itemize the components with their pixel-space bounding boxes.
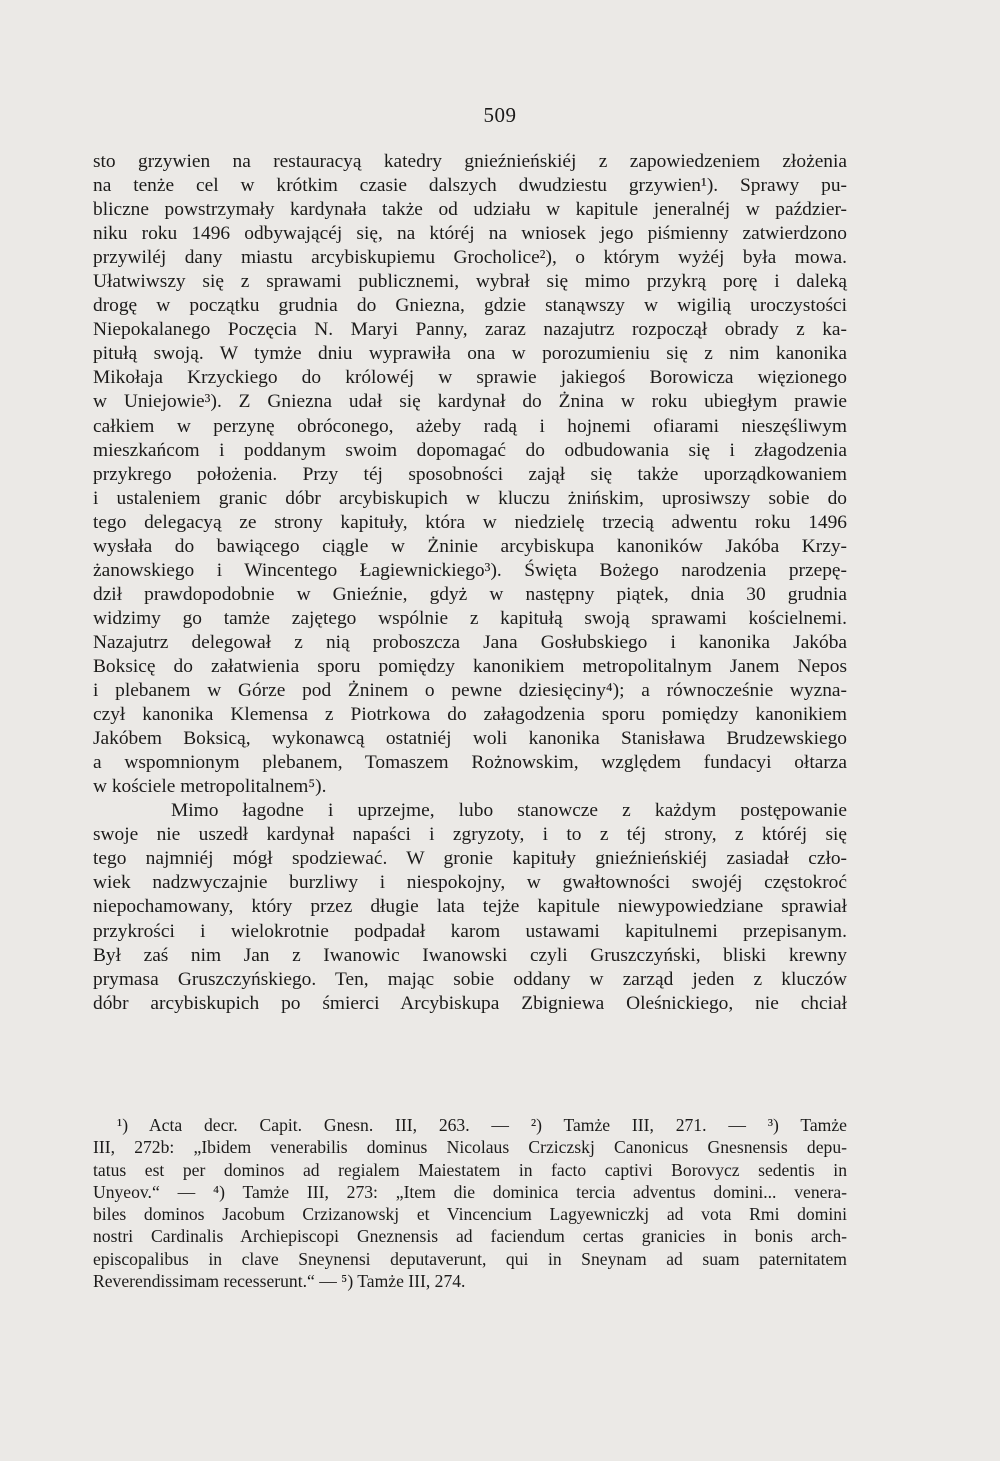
body-line: bliczne powstrzymały kardynała także od udziału w kapitule jeneralnéj w paździer- [93,199,847,221]
body-line: żanowskiego i Wincentego Łagiewnickiego³). Święta Bożego narodzenia przepę- [93,559,847,581]
body-line: Ułatwiwszy się z sprawami publicznemi, wybrał się mimo przykrą porę i daleką [93,271,847,293]
body-line: Boksicę do załatwienia sporu pomiędzy kanonikiem metropolitalnym Janem Nepos [93,655,847,677]
body-line: Jakóbem Boksicą, wykonawcą ostatniéj woli kanonika Stanisława Brudzewskiego [93,728,847,750]
footnote-line: Unyeov.“ — ⁴) Tamże III, 273: „Item die dominica tercia adventus domini... venera- [93,1181,847,1202]
body-line: niku roku 1496 odbywającéj się, na któréj na wniosek jego piśmienny zatwierdzono [93,223,847,245]
body-line: pitułą swoją. W tymże dniu wyprawiła ona w porozumieniu się z nim kanonika [93,343,847,365]
body-line: niepochamowany, który przez długie lata tejże kapitule niewypowiedziane sprawiał [93,896,847,918]
body-line: Niepokalanego Poczęcia N. Maryi Panny, zaraz nazajutrz rozpoczął obrady z ka- [93,319,847,341]
body-text [93,150,847,1016]
footnote-line: Reverendissimam recesserunt.“ — ⁵) Tamże III, 274. [93,1271,466,1292]
body-line: przykrego położenia. Przy téj sposobności zajął się także uporządkowaniem [93,463,847,485]
body-line: całkiem w perzynę obróconego, ażeby radą i hojnemi ofiarami nieszęśliwym [93,415,847,437]
body-line: Był zaś nim Jan z Iwanowic Iwanowski czyli Gruszczyński, bliski krewny [93,944,847,966]
body-line: i ustaleniem granic dóbr arcybiskupich w kluczu żnińskim, uprosiwszy sobie do [93,487,847,509]
body-line: prymasa Gruszczyńskiego. Ten, mając sobie oddany w zarząd jeden z kluczów [93,968,847,990]
body-line: tego najmniéj mógł spodziewać. W gronie kapituły gnieźnieńskiéj zasiadał czło- [93,848,847,870]
body-line: czył kanonika Klemensa z Piotrkowa do załagodzenia sporu pomiędzy kanonikiem [93,704,847,726]
body-line: w Uniejowie³). Z Gniezna udał się kardynał do Żnina w roku ubiegłym prawie [93,391,847,413]
body-line: mieszkańcom i poddanym swoim dopomagać do odbudowania się i złagodzenia [93,439,847,461]
body-line: wysłała do bawiącego ciągle w Żninie arcybiskupa kanoników Jakóba Krzy- [93,535,847,557]
body-line: Mikołaja Krzyckiego do królowéj w sprawie jakiegoś Borowicza więzionego [93,367,847,389]
body-line: swoje nie uszedł kardynał napaści i zgryzoty, i to z téj strony, z któréj się [93,824,847,846]
body-line: i plebanem w Górze pod Żninem o pewne dziesięciny⁴); a równocześnie wyzna- [93,680,847,702]
body-line: sto grzywien na restauracyą katedry gnieźnieńskiéj z zapowiedzeniem złożenia [93,151,847,172]
footnotes [93,1114,847,1292]
footnote-line: III, 272b: „Ibidem venerabilis dominus Nicolaus Crziczskj Canonicus Gnesnensis depu- [93,1137,847,1158]
body-line: drogę w początku grudnia do Gniezna, gdzie stanąwszy w wigilią uroczystości [93,295,847,317]
body-line: a wspomnionym plebanem, Tomaszem Rożnowskim, względem fundacyi ołtarza [93,752,847,774]
body-line: przykrości i wielokrotnie podpadał karom ustawami kapitulnemi przepisanym. [93,920,847,942]
body-line: Nazajutrz delegował z nią proboszcza Jana Gosłubskiego i kanonika Jakóba [93,631,847,653]
body-line: przywiléj dany miastu arcybiskupiemu Grocholice²), o którym wyżéj była mowa. [93,247,847,269]
body-line: dził prawdopodobnie w Gnieźnie, gdyż w następny piątek, dnia 30 grudnia [93,583,847,605]
footnote-line: ¹) Acta decr. Capit. Gnesn. III, 263. — ²) Tamże III, 271. — ³) Tamże [117,1115,847,1135]
body-line: widzimy go tamże zajętego wspólnie z kapitułą swoją sprawami kościelnemi. [93,607,847,629]
footnote-line: biles dominos Jacobum Crzizanowskj et Vincencium Lagyewniczkj ad vota Rmi domini [93,1204,847,1225]
paragraph-start-line: Mimo łagodne i uprzejme, lubo stanowcze z każdym postępowanie [171,800,847,822]
footnote-line: episcopalibus in clave Sneynensi deputaverunt, qui in Sneynam ad suam paternitatem [93,1248,847,1269]
footnote-line: nostri Cardinalis Archiepiscopi Gneznensis ad faciendum certas granicies in bonis arch- [93,1226,847,1247]
body-line: tego delegacyą ze strony kapituły, która w niedzielę trzecią adwentu roku 1496 [93,511,847,533]
page-number: 509 [483,103,517,127]
paragraph-end-line: w kościele metropolitalnem⁵). [93,776,327,798]
body-line: dóbr arcybiskupich po śmierci Arcybiskupa Zbigniewa Oleśnickiego, nie chciał [93,992,847,1014]
body-line: wiek nadzwyczajnie burzliwy i niespokojny, w gwałtowności swojéj częstokroć [93,872,847,894]
footnote-line: tatus est per dominos ad regialem Maiestatem in facto captivi Borovycz sedentis in [93,1159,847,1180]
body-line: na tenże cel w krótkim czasie dalszych dwudziestu grzywien¹). Sprawy pu- [93,175,847,197]
